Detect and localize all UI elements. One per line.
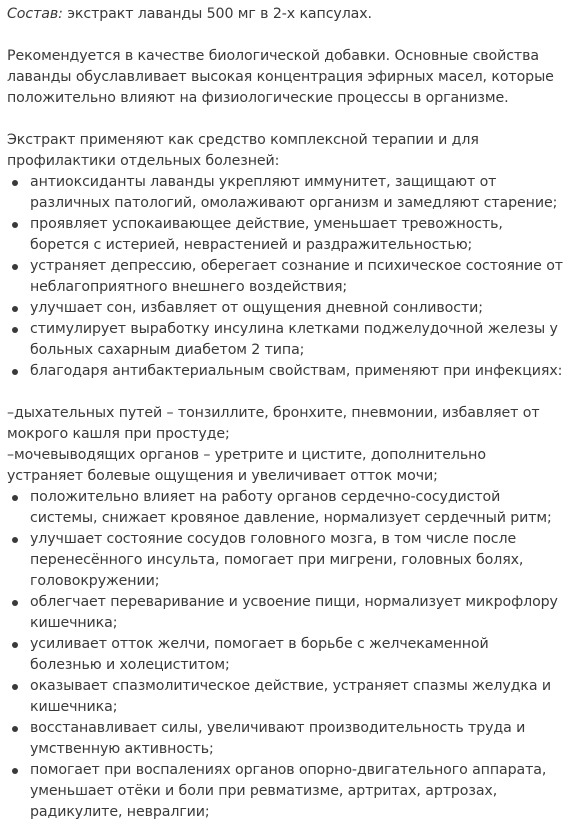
spacer: [7, 25, 563, 46]
composition-label: Состав:: [7, 6, 63, 22]
list-item: облегчает переваривание и усвоение пищи, нормализует микрофлору кишечника;: [7, 592, 563, 634]
spacer: [7, 109, 563, 130]
list-item: стимулирует выработку инсулина клетками поджелудочной железы у больных сахарным диабетом 2 типа;: [7, 319, 563, 361]
list-item: благодаря антибактериальным свойствам, применяют при инфекциях:: [7, 361, 563, 382]
benefits-list-2: [7, 487, 563, 823]
list-item: антиоксиданты лаванды укрепляют иммунитет, защищают от различных патологий, омолаживают организм и замедляют старение;: [7, 172, 563, 214]
intro-paragraph: Рекомендуется в качестве биологической добавки. Основные свойства лаванды обуславливает высокая концентрация эфирных масел, которые положительно влияют на физиологические процессы в организме.: [7, 48, 554, 106]
composition-text: экстракт лаванды 500 мг в 2-х капсулах.: [62, 6, 372, 22]
list-item: оказывает спазмолитическое действие, устраняет спазмы желудка и кишечника;: [7, 676, 563, 718]
spacer: [7, 382, 563, 403]
list-item: улучшает сон, избавляет от ощущения дневной сонливости;: [7, 298, 563, 319]
benefits-list-1: [7, 172, 563, 382]
list-item: проявляет успокаивающее действие, уменьшает тревожность, борется с истерией, неврастенией и раздражительностью;: [7, 214, 563, 256]
list-item: восстанавливает силы, увеличивают производительность труда и умственную активность;: [7, 718, 563, 760]
list-item: положительно влияет на работу органов сердечно-сосудистой системы, снижает кровяное давление, нормализует сердечный ритм;: [7, 487, 563, 529]
list-item: усиливает отток желчи, помогает в борьбе с желчекаменной болезнью и холециститом;: [7, 634, 563, 676]
list-item: помогает при воспалениях органов опорно-двигательного аппарата, уменьшает отёки и боли при ревматизме, артритах, артрозах, радикулите, невралгии;: [7, 760, 563, 823]
usage-intro: Экстракт применяют как средство комплексной терапии и для профилактики отдельных болезней:: [7, 132, 479, 169]
composition-line: [7, 4, 563, 25]
infection-line: –дыхательных путей – тонзиллите, бронхите, пневмонии, избавляет от мокрого кашля при простуде;: [7, 405, 540, 442]
list-item: устраняет депрессию, оберегает сознание и психическое состояние от неблагоприятного внешнего воздействия;: [7, 256, 563, 298]
infection-line: –мочевыводящих органов – уретрите и цистите, дополнительно устраняет болевые ощущения и увеличивает отток мочи;: [7, 447, 486, 484]
list-item: улучшает состояние сосудов головного мозга, в том числе после перенесённого инсульта, помогает при мигрени, головных болях, головокружении;: [7, 529, 563, 592]
